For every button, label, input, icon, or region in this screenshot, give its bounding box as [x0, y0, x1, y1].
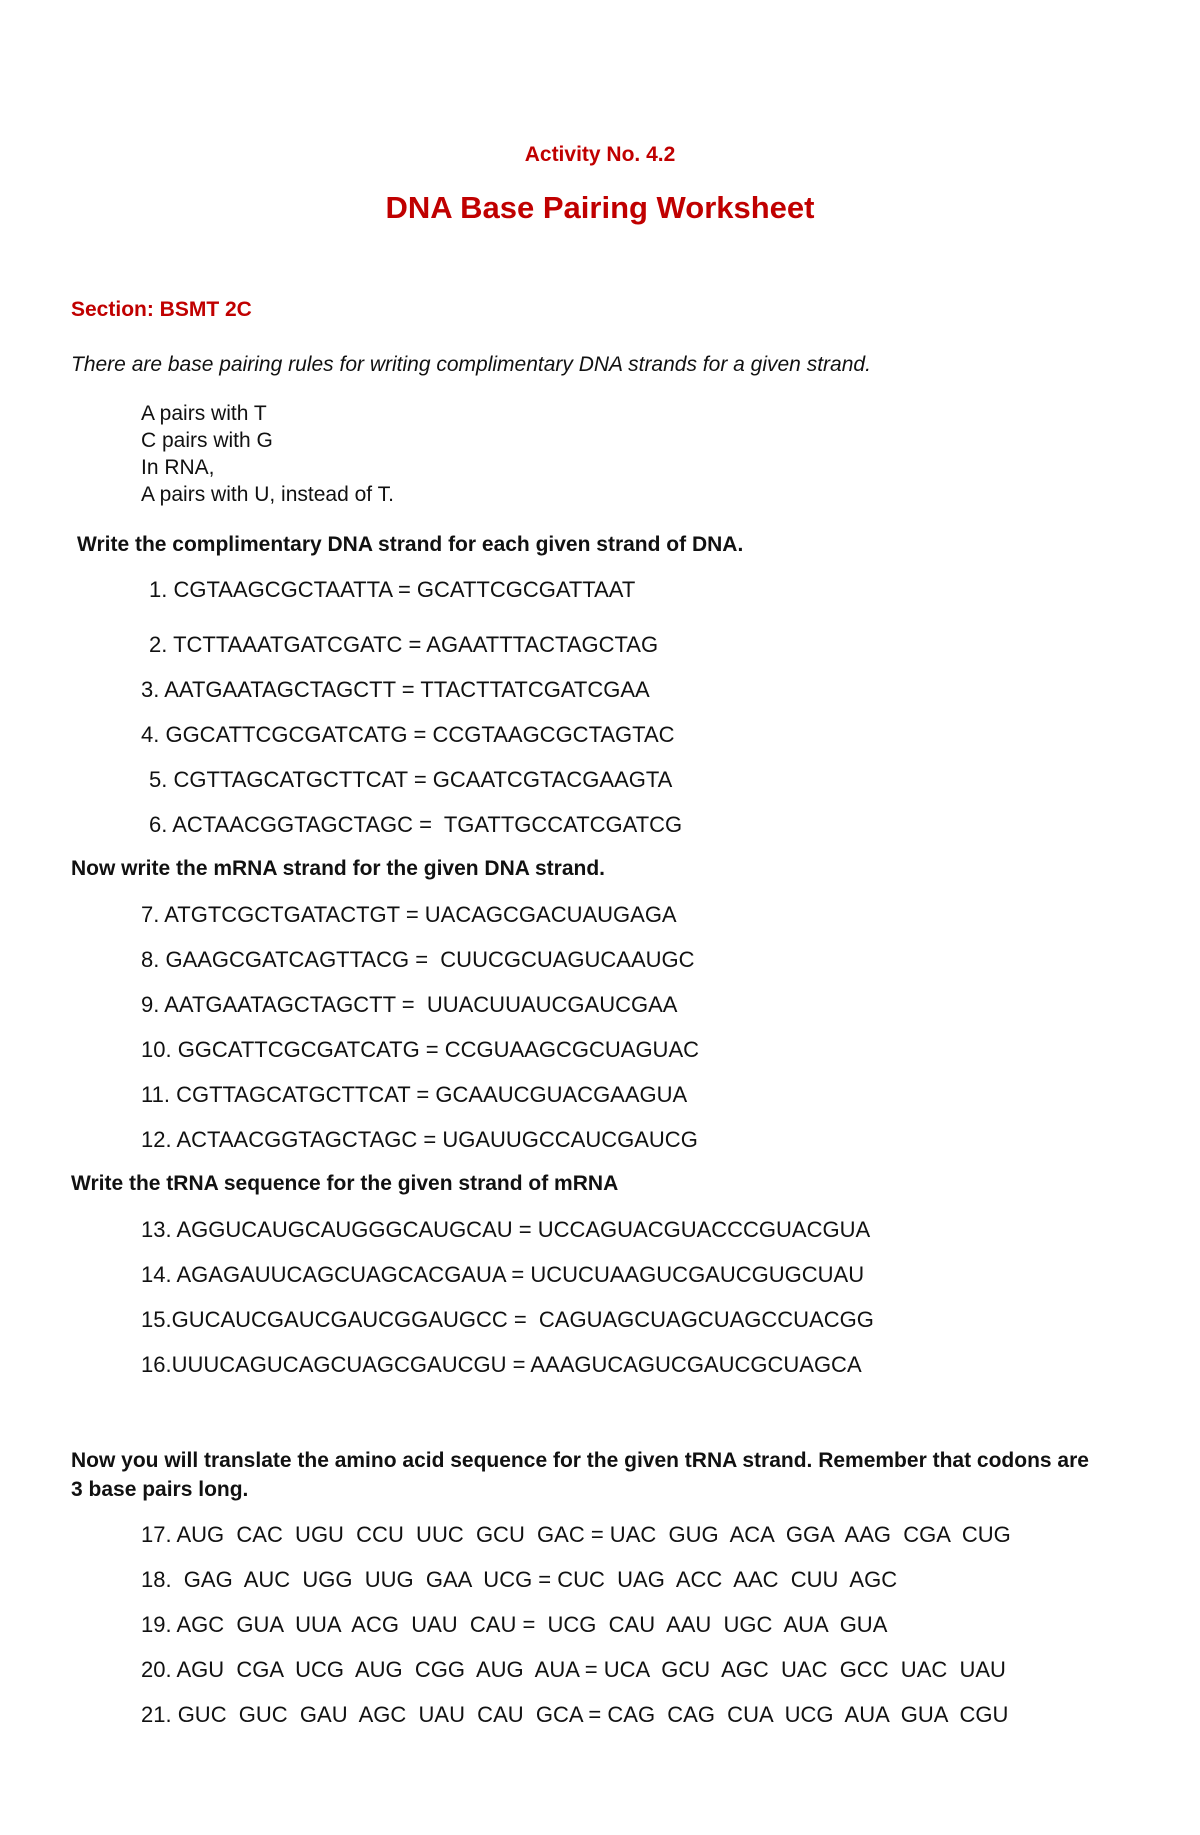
mrna-item-11: 11. CGTTAGCATGCTTCAT = GCAAUCGUACGAAGUA	[141, 1082, 688, 1107]
rule-item: A pairs with T	[141, 402, 267, 425]
trna-item-16: 16.UUUCAGUCAGCUAGCGAUCGU = AAAGUCAGUCGAUCGCUAGCA	[141, 1352, 862, 1377]
mrna-item-7: 7. ATGTCGCTGATACTGT = UACAGCGACUAUGAGA	[141, 902, 677, 927]
dna-item-1: 1. CGTAAGCGCTAATTA = GCATTCGCGATTAAT	[149, 577, 636, 602]
dna-item-4: 4. GGCATTCGCGATCATG = CCGTAAGCGCTAGTAC	[141, 722, 675, 747]
trna-item-13: 13. AGGUCAUGCAUGGGCAUGCAU = UCCAGUACGUACCCGUACGUA	[141, 1217, 871, 1242]
activity-number: Activity No. 4.2	[524, 143, 676, 166]
amino-item-20: 20. AGU CGA UCG AUG CGG AUG AUA = UCA GCU AGC UAC GCC UAC UAU	[141, 1657, 1006, 1682]
amino-item-17: 17. AUG CAC UGU CCU UUC GCU GAC = UAC GUG ACA GGA AAG CGA CUG	[141, 1522, 1011, 1547]
dna-item-2: 2. TCTTAAATGATCGATC = AGAATTTACTAGCTAG	[149, 632, 659, 657]
trna-item-15: 15.GUCAUCGAUCGAUCGGAUGCC = CAGUAGCUAGCUAGCCUACGG	[141, 1307, 874, 1332]
rule-item: A pairs with U, instead of T.	[141, 483, 394, 506]
amino-item-21: 21. GUC GUC GAU AGC UAU CAU GCA = CAG CAG CUA UCG AUA GUA CGU	[141, 1702, 1009, 1727]
intro-text: There are base pairing rules for writing complimentary DNA strands for a given strand.	[71, 353, 871, 376]
worksheet-title: DNA Base Pairing Worksheet	[385, 190, 815, 225]
dna-item-6: 6. ACTAACGGTAGCTAGC = TGATTGCCATCGATCG	[149, 812, 683, 837]
mrna-item-9: 9. AATGAATAGCTAGCTT = UUACUUAUCGAUCGAA	[141, 992, 678, 1017]
rule-item: In RNA,	[141, 456, 215, 479]
rule-item: C pairs with G	[141, 429, 273, 452]
section-label: Section: BSMT 2C	[71, 298, 252, 321]
mrna-instruction: Now write the mRNA strand for the given DNA strand.	[71, 857, 605, 880]
amino-item-19: 19. AGC GUA UUA ACG UAU CAU = UCG CAU AAU UGC AUA GUA	[141, 1612, 888, 1637]
dna-instruction: Write the complimentary DNA strand for each given strand of DNA.	[77, 533, 744, 556]
mrna-item-8: 8. GAAGCGATCAGTTACG = CUUCGCUAGUCAAUGC	[141, 947, 695, 972]
trna-item-14: 14. AGAGAUUCAGCUAGCACGAUA = UCUCUAAGUCGAUCGUGCUAU	[141, 1262, 865, 1287]
amino-instruction: Now you will translate the amino acid sequence for the given tRNA strand. Remember that codons are 3 base pairs long.	[71, 1449, 1089, 1501]
dna-item-3: 3. AATGAATAGCTAGCTT = TTACTTATCGATCGAA	[141, 677, 650, 702]
trna-instruction: Write the tRNA sequence for the given strand of mRNA	[71, 1172, 619, 1195]
dna-item-5: 5. CGTTAGCATGCTTCAT = GCAATCGTACGAAGTA	[149, 767, 673, 792]
amino-item-18: 18. GAG AUC UGG UUG GAA UCG = CUC UAG ACC AAC CUU AGC	[141, 1567, 898, 1592]
mrna-item-12: 12. ACTAACGGTAGCTAGC = UGAUUGCCAUCGAUCG	[141, 1127, 698, 1152]
base-pairing-rules	[141, 400, 394, 508]
mrna-item-10: 10. GGCATTCGCGATCATG = CCGUAAGCGCUAGUAC	[141, 1037, 700, 1062]
